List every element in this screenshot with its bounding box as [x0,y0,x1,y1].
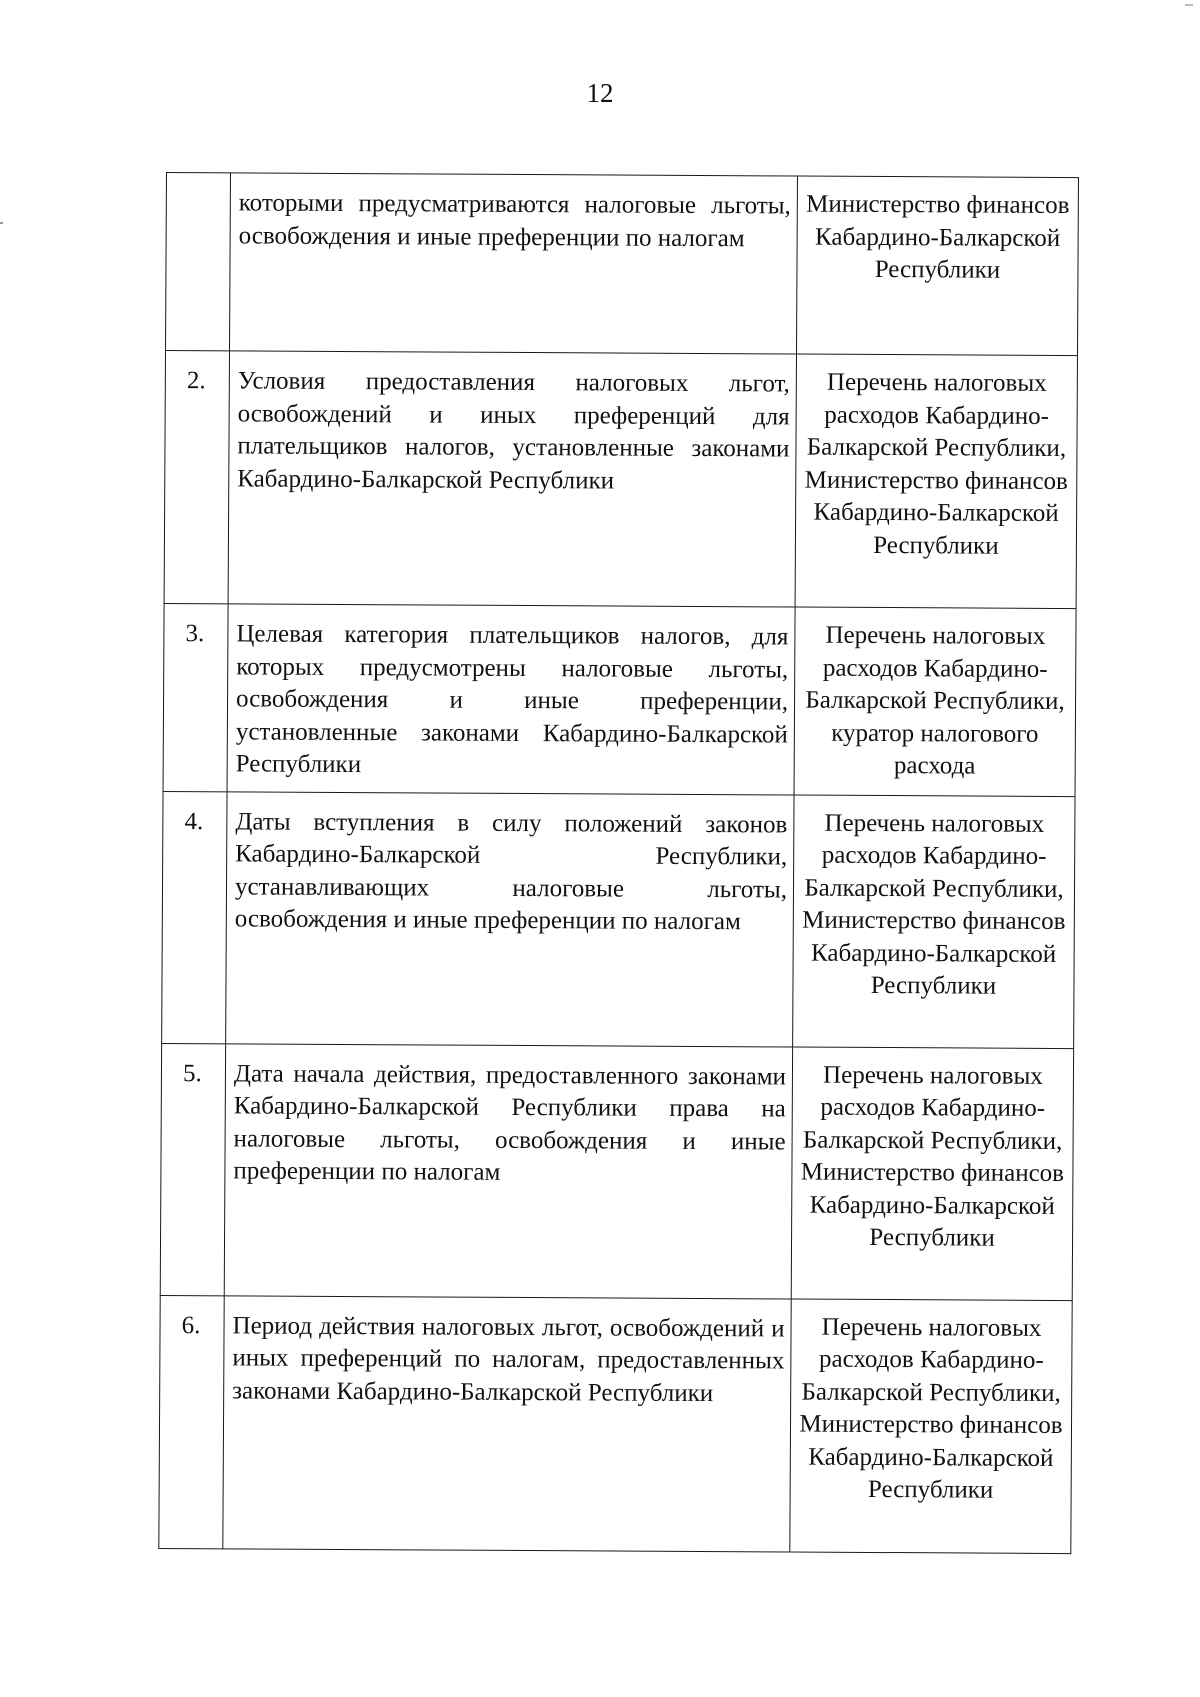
row-description: Даты вступления в силу положений законов Кабардино-Балкарской Республики, устанавливающих налоговые льготы, освобождения и иные преференции по налогам [226,791,794,1046]
row-source: Министерство финансов Кабардино-Балкарской Республики [796,176,1078,356]
table-row [166,173,1079,356]
row-number: 5. [160,1043,225,1295]
row-source: Перечень налоговых расходов Кабардино-Балкарской Республики, Министерство финансов Кабардино-Балкарской Республики [791,1047,1073,1301]
row-description: Целевая категория плательщиков налогов, для которых предусмотрены налоговые льготы, освобождения и иные преференции, установленные законами Кабардино-Балкарской Республики [227,604,795,795]
table-row [162,791,1075,1048]
row-source: Перечень налоговых расходов Кабардино-Балкарской Республики, Министерство финансов Кабардино-Балкарской Республики [793,795,1075,1049]
row-source: Перечень налоговых расходов Кабардино-Балкарской Республики, Министерство финансов Кабардино-Балкарской Республики [790,1299,1072,1554]
row-description: Период действия налоговых льгот, освобождений и иных преференций по налогам, предоставленных законами Кабардино-Балкарской Республики [223,1295,791,1551]
row-number: 4. [162,791,227,1043]
row-number [166,173,231,351]
row-number: 2. [164,351,229,604]
scan-artifact [0,222,3,224]
scan-artifact [1185,4,1193,6]
table-row [163,603,1076,796]
row-source: Перечень налоговых расходов Кабардино-Балкарской Республики, куратор налогового расхода [794,607,1076,796]
row-description: Дата начала действия, предоставленного законами Кабардино-Балкарской Республики права на налоговые льготы, освобождения и иные преференции по налогам [224,1043,792,1298]
row-description: Условия предоставления налоговых льгот, освобождений и иных преференций для плательщиков налогов, установленные законами Кабардино-Балкарской Республики [228,351,796,607]
row-description: которыми предусматриваются налоговые льготы, освобождения и иные преференции по налогам [230,173,798,354]
page-number: 12 [586,78,614,108]
table-row [160,1043,1073,1300]
row-number: 6. [159,1295,224,1548]
row-source: Перечень налоговых расходов Кабардино-Балкарской Республики, Министерство финансов Кабардино-Балкарской Республики [795,354,1077,609]
table-row [159,1295,1072,1553]
table-row [164,351,1077,609]
row-number: 3. [163,603,228,791]
tax-expenditure-table [158,172,1079,1554]
